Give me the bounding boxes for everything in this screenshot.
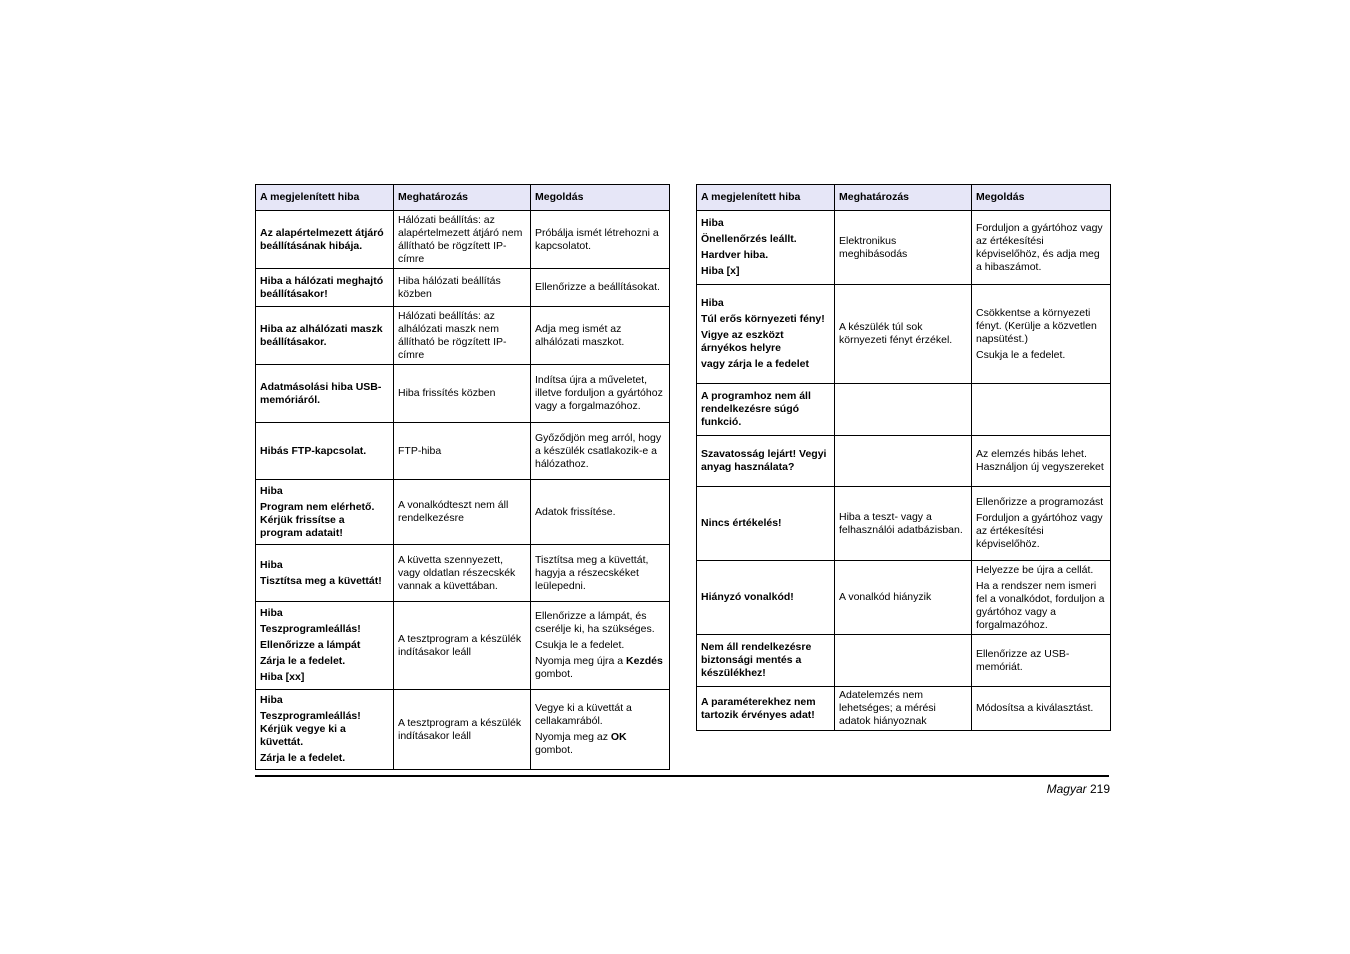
error-cell	[697, 211, 835, 285]
solution-cell	[531, 423, 670, 480]
error-cell	[697, 285, 835, 384]
error-line: Teszprogramleállás!	[260, 623, 361, 635]
table-row	[256, 423, 670, 480]
error-line: Zárja le a fedelet.	[260, 655, 346, 667]
table-row	[256, 211, 670, 269]
definition-cell	[835, 635, 972, 687]
header-solution: Megoldás	[531, 185, 670, 211]
table-row	[697, 687, 1111, 731]
error-line: Szavatosság lejárt! Vegyi anyag használata?	[701, 448, 827, 473]
definition-line: Hálózati beállítás: az alapértelmezett átjáró nem állítható be rögzített IP-címre	[398, 213, 523, 265]
solution-line: Győződjön meg arról, hogy a készülék csatlakozik-e a hálózathoz.	[535, 431, 662, 470]
error-line: Hiba	[260, 558, 283, 571]
solution-cell	[531, 690, 670, 770]
error-line: Hiba a hálózati meghajtó beállításakor!	[260, 274, 384, 300]
error-line: Hardver hiba.	[701, 249, 769, 261]
table-header-row	[697, 185, 1111, 211]
error-line: Hiba [xx]	[260, 671, 305, 683]
error-line: A paraméterekhez nem tartozik érvényes adat!	[701, 695, 816, 721]
footer-rule	[255, 775, 1109, 777]
table-row	[256, 690, 670, 770]
table-row	[256, 365, 670, 423]
solution-line: Forduljon a gyártóhoz vagy az értékesítési képviselőhöz, és adja meg a hibaszámot.	[976, 221, 1103, 273]
solution-line: Nyomja meg az OK gombot.	[535, 731, 627, 756]
definition-line: Hiba a teszt- vagy a felhasználói adatbázisban.	[839, 510, 963, 536]
solution-line: Helyezze be újra a cellát.	[976, 563, 1094, 576]
error-cell	[697, 561, 835, 635]
definition-cell	[394, 365, 531, 423]
solution-line: Vegye ki a küvettát a cellakamrából.	[535, 702, 632, 727]
error-line: vagy zárja le a fedelet	[701, 358, 809, 370]
error-line: Hiányzó vonalkód!	[701, 591, 794, 603]
error-line: Ellenőrizze a lámpát	[260, 639, 361, 651]
definition-cell	[835, 384, 972, 436]
header-solution: Megoldás	[972, 185, 1111, 211]
solution-cell	[531, 602, 670, 690]
solution-line: Ellenőrizze a beállításokat.	[535, 281, 660, 293]
table-header-row	[256, 185, 670, 211]
left-table-body	[256, 211, 670, 770]
solution-cell	[972, 635, 1111, 687]
footer-language: Magyar	[1046, 782, 1087, 796]
error-line: Az alapértelmezett átjáró beállításának hibája.	[260, 226, 384, 252]
header-displayed-error: A megjelenített hiba	[697, 185, 835, 211]
table-row	[697, 635, 1111, 687]
error-cell	[697, 687, 835, 731]
solution-cell	[972, 487, 1111, 561]
solution-line: Az elemzés hibás lehet. Használjon új vegyszereket	[976, 448, 1104, 473]
definition-cell	[394, 602, 531, 690]
definition-line: A tesztprogram a készülék indításakor leáll	[398, 716, 522, 742]
error-line: Nincs értékelés!	[701, 517, 782, 529]
solution-cell	[972, 384, 1111, 436]
definition-cell	[835, 211, 972, 285]
definition-line: Elektronikus meghibásodás	[839, 234, 908, 260]
solution-line: Csökkentse a környezeti fényt. (Kerülje a közvetlen napsütést.)	[976, 306, 1097, 345]
solution-line: Adatok frissítése.	[535, 505, 616, 518]
solution-line: Ellenőrizze az USB-memóriát.	[976, 647, 1070, 673]
error-line: Vigye az eszközt árnyékos helyre	[701, 329, 784, 354]
definition-cell	[835, 285, 972, 384]
error-line: Tisztítsa meg a küvettát!	[260, 574, 382, 587]
definition-line: FTP-hiba	[398, 444, 442, 457]
definition-cell	[835, 487, 972, 561]
error-line: Hiba az alhálózati maszk beállításakor.	[260, 322, 383, 348]
definition-cell	[394, 211, 531, 269]
error-line: Adatmásolási hiba USB-memóriáról.	[260, 380, 382, 406]
table-row	[697, 211, 1111, 285]
error-line: Nem áll rendelkezésre biztonsági mentés a készülékhez!	[701, 641, 812, 679]
error-line: Hiba	[701, 297, 724, 309]
table-row	[697, 436, 1111, 487]
definition-line: Hálózati beállítás: az alhálózati maszk nem állítható be rögzített IP-címre	[398, 309, 507, 361]
error-line: Program nem elérhető. Kérjük frissítse a program adatait!	[260, 500, 375, 539]
solution-cell	[972, 285, 1111, 384]
table-row	[697, 561, 1111, 635]
header-definition: Meghatározás	[394, 185, 531, 211]
definition-line: Hiba frissítés közben	[398, 387, 496, 399]
error-line: Hiba	[701, 217, 724, 229]
solution-cell	[531, 269, 670, 307]
error-line: Hibás FTP-kapcsolat.	[260, 444, 367, 457]
error-cell	[256, 365, 394, 423]
solution-cell	[531, 307, 670, 365]
error-cell	[256, 480, 394, 545]
error-line: Teszprogramleállás! Kérjük vegye ki a küvettát.	[260, 710, 361, 748]
definition-cell	[835, 561, 972, 635]
solution-line: Ellenőrizze a programozást	[976, 496, 1104, 508]
definition-line: Adatelemzés nem lehetséges; a mérési adatok hiányoznak	[839, 689, 936, 727]
solution-cell	[531, 480, 670, 545]
solution-cell	[531, 545, 670, 602]
right-error-table	[696, 184, 1111, 731]
table-row	[256, 269, 670, 307]
definition-cell	[835, 687, 972, 731]
error-line: Hiba	[260, 484, 283, 497]
definition-line: Hiba hálózati beállítás közben	[398, 274, 501, 300]
solution-cell	[972, 211, 1111, 285]
solution-line: Adja meg ismét az alhálózati maszkot.	[535, 322, 625, 348]
definition-cell	[394, 269, 531, 307]
right-table-body	[697, 211, 1111, 731]
solution-line: Módosítsa a kiválasztást.	[976, 702, 1094, 714]
definition-line: A küvetta szennyezett, vagy oldatlan részecskék vannak a küvettában.	[398, 553, 516, 592]
table-row	[697, 285, 1111, 384]
left-error-table	[255, 184, 670, 770]
error-line: Hiba [x]	[701, 265, 740, 277]
page-footer	[1047, 782, 1110, 796]
definition-cell	[394, 545, 531, 602]
error-line: Önellenőrzés leállt.	[701, 233, 797, 245]
definition-line: A készülék túl sok környezeti fényt érzékel.	[839, 321, 953, 346]
solution-line: Ellenőrizze a lámpát, és cserélje ki, ha szükséges.	[535, 610, 655, 635]
solution-line: Nyomja meg újra a Kezdés gombot.	[535, 655, 663, 680]
error-cell	[256, 211, 394, 269]
page-number: 219	[1089, 782, 1110, 796]
solution-line: Próbálja ismét létrehozni a kapcsolatot.	[535, 226, 659, 252]
solution-line: Ha a rendszer nem ismeri fel a vonalkódot, forduljon a gyártóhoz vagy a forgalmazóhoz.	[976, 579, 1105, 631]
definition-cell	[394, 690, 531, 770]
table-row	[256, 602, 670, 690]
solution-line: Forduljon a gyártóhoz vagy az értékesítési képviselőhöz.	[976, 512, 1103, 550]
definition-line: A vonalkódteszt nem áll rendelkezésre	[398, 499, 509, 524]
table-row	[697, 384, 1111, 436]
error-cell	[256, 602, 394, 690]
solution-line: Csukja le a fedelet.	[535, 639, 625, 651]
definition-cell	[394, 423, 531, 480]
error-cell	[697, 487, 835, 561]
definition-cell	[394, 480, 531, 545]
definition-cell	[394, 307, 531, 365]
solution-line: Indítsa újra a műveletet, illetve forduljon a gyártóhoz vagy a forgalmazóhoz.	[535, 374, 663, 412]
solution-cell	[531, 365, 670, 423]
solution-cell	[972, 687, 1111, 731]
error-cell	[697, 384, 835, 436]
solution-line: Tisztítsa meg a küvettát, hagyja a részecskéket leülepedni.	[535, 553, 649, 592]
error-cell	[256, 423, 394, 480]
error-cell	[256, 690, 394, 770]
error-cell	[256, 307, 394, 365]
table-row	[256, 480, 670, 545]
error-line: Zárja le a fedelet.	[260, 752, 346, 764]
error-cell	[256, 269, 394, 307]
header-displayed-error: A megjelenített hiba	[256, 185, 394, 211]
definition-cell	[835, 436, 972, 487]
header-definition: Meghatározás	[835, 185, 972, 211]
definition-line: A vonalkód hiányzik	[839, 591, 932, 603]
solution-line: Csukja le a fedelet.	[976, 348, 1066, 361]
table-row	[697, 487, 1111, 561]
solution-cell	[531, 211, 670, 269]
definition-line: A tesztprogram a készülék indításakor leáll	[398, 632, 522, 658]
solution-cell	[972, 436, 1111, 487]
table-row	[256, 545, 670, 602]
solution-cell	[972, 561, 1111, 635]
error-cell	[697, 436, 835, 487]
error-line: Hiba	[260, 694, 283, 706]
table-row	[256, 307, 670, 365]
error-line: Túl erős környezeti fény!	[701, 313, 825, 325]
error-line: A programhoz nem áll rendelkezésre súgó funkció.	[701, 390, 811, 428]
error-line: Hiba	[260, 607, 283, 619]
error-cell	[256, 545, 394, 602]
error-cell	[697, 635, 835, 687]
